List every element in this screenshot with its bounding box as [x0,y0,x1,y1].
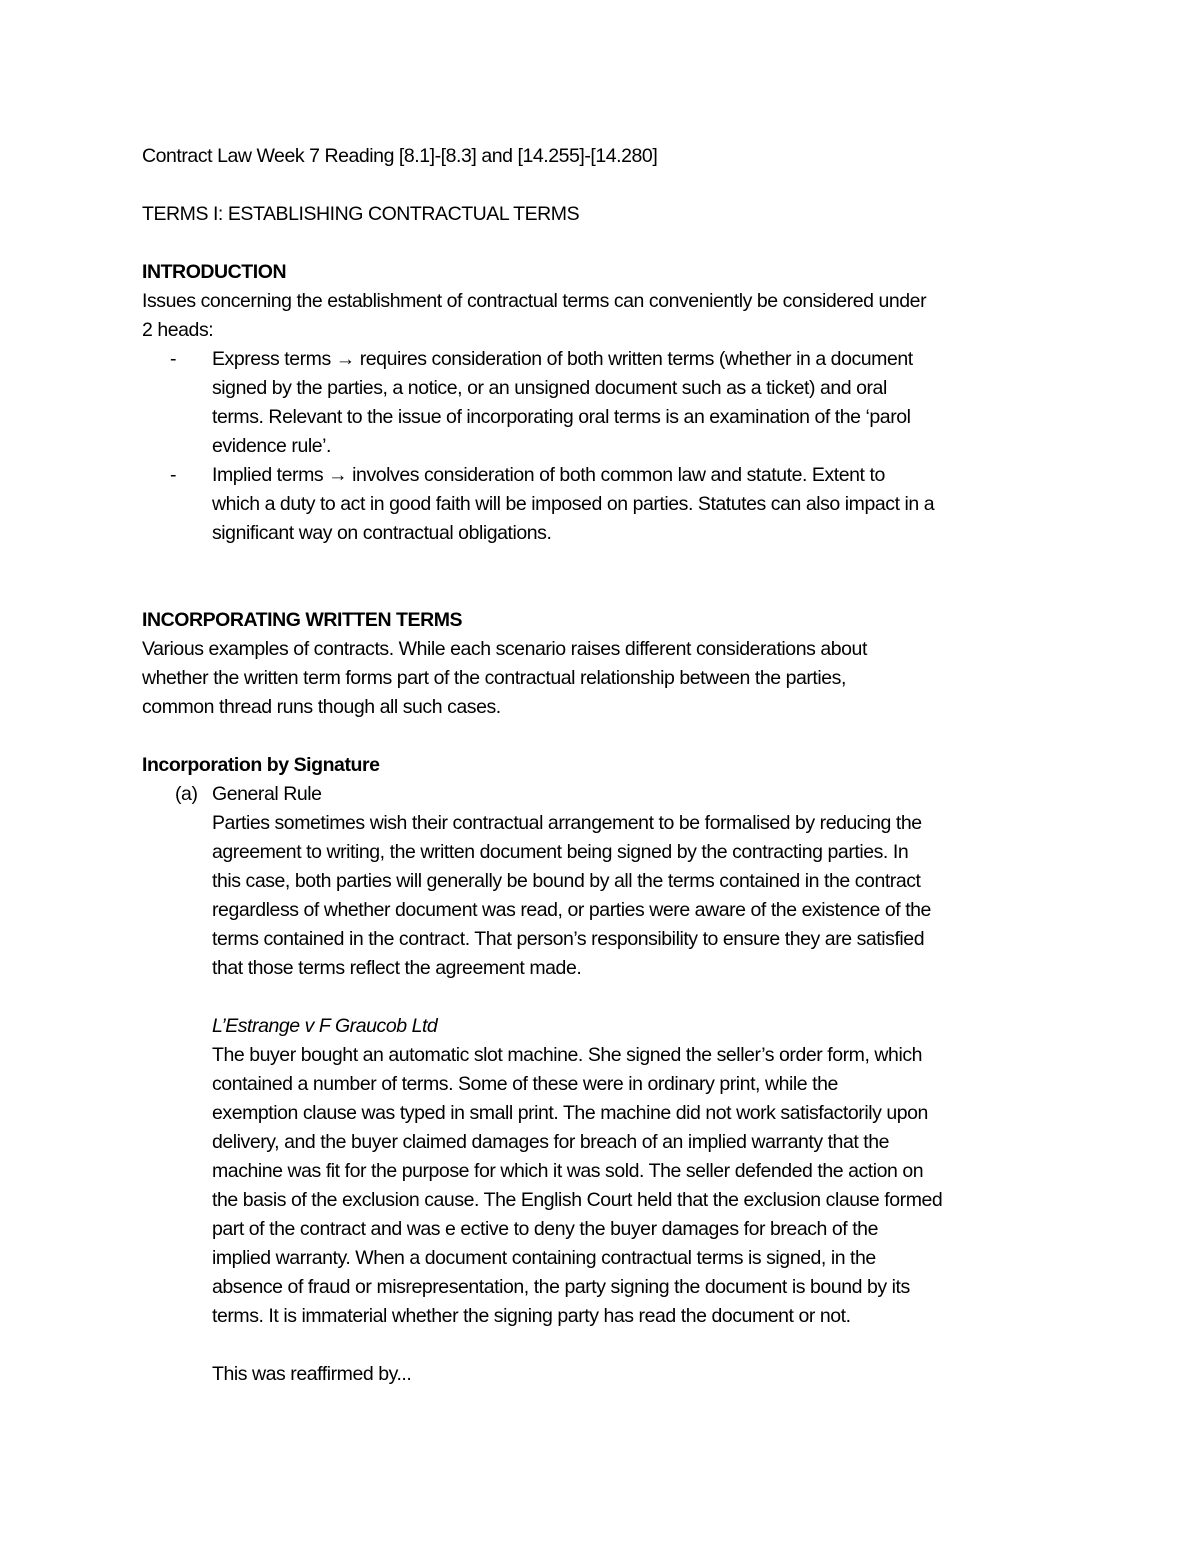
bullet-line: evidence rule’. [212,435,331,457]
bullet-line: signed by the parties, a notice, or an unsigned document such as a ticket) and oral [212,377,887,399]
signature-heading: Incorporation by Signature [142,754,380,776]
paragraph-line: exemption clause was typed in small print. The machine did not work satisfactorily upon [212,1102,928,1124]
general-rule-label: General Rule [212,783,322,805]
closing-line: This was reaffirmed by... [212,1363,412,1385]
paragraph-line: terms. It is immaterial whether the signing party has read the document or not. [212,1305,851,1327]
dash-bullet: - [170,464,177,486]
bullet-item-implied-terms [142,461,1072,548]
paragraph-line: delivery, and the buyer claimed damages for breach of an implied warranty that the [212,1131,890,1153]
list-marker: (a) [175,783,198,805]
paragraph-line: absence of fraud or misrepresentation, the party signing the document is bound by its [212,1276,910,1298]
paragraph-line: Various examples of contracts. While each scenario raises different considerations about [142,638,867,660]
paragraph-line: whether the written term forms part of the contractual relationship between the parties, [142,667,846,689]
general-rule-item [142,780,1072,809]
introduction-heading: INTRODUCTION [142,261,287,283]
paragraph-line: The buyer bought an automatic slot machine. She signed the seller’s order form, which [212,1044,923,1066]
paragraph-line: machine was fit for the purpose for which it was sold. The seller defended the action on [212,1160,924,1182]
paragraph-line: Parties sometimes wish their contractual arrangement to be formalised by reducing the [212,812,922,834]
paragraph-line: implied warranty. When a document containing contractual terms is signed, in the [212,1247,876,1269]
case-name: L’Estrange v F Graucob Ltd [212,1015,438,1037]
paragraph-line: terms contained in the contract. That person’s responsibility to ensure they are satisfied [212,928,925,950]
dash-bullet: - [170,348,177,370]
bullet-line: Express terms → requires consideration of both written terms (whether in a document [212,348,913,370]
bullet-item-express-terms [142,345,1072,461]
written-terms-heading: INCORPORATING WRITTEN TERMS [142,609,463,631]
paragraph-line: the basis of the exclusion cause. The English Court held that the exclusion clause formed [212,1189,943,1211]
paragraph-line: that those terms reflect the agreement made. [212,957,582,979]
bullet-line: Implied terms → involves consideration of both common law and statute. Extent to [212,464,885,486]
paragraph-line: Issues concerning the establishment of contractual terms can conveniently be considered under [142,290,927,312]
paragraph-line: 2 heads: [142,319,214,341]
document-subtitle: TERMS I: ESTABLISHING CONTRACTUAL TERMS [142,203,580,225]
document-title: Contract Law Week 7 Reading [8.1]-[8.3] and [14.255]-[14.280] [142,145,658,167]
paragraph-line: regardless of whether document was read, or parties were aware of the existence of the [212,899,931,921]
paragraph-line: agreement to writing, the written document being signed by the contracting parties. In [212,841,909,863]
bullet-line: terms. Relevant to the issue of incorporating oral terms is an examination of the ‘parol [212,406,911,428]
paragraph-line: this case, both parties will generally be bound by all the terms contained in the contract [212,870,921,892]
paragraph-line: common thread runs though all such cases. [142,696,501,718]
paragraph-line: part of the contract and was e ective to deny the buyer damages for breach of the [212,1218,878,1240]
bullet-line: which a duty to act in good faith will be imposed on parties. Statutes can also impact in a [212,493,935,515]
bullet-line: significant way on contractual obligations. [212,522,552,544]
paragraph-line: contained a number of terms. Some of these were in ordinary print, while the [212,1073,838,1095]
document-body [142,142,1072,1389]
